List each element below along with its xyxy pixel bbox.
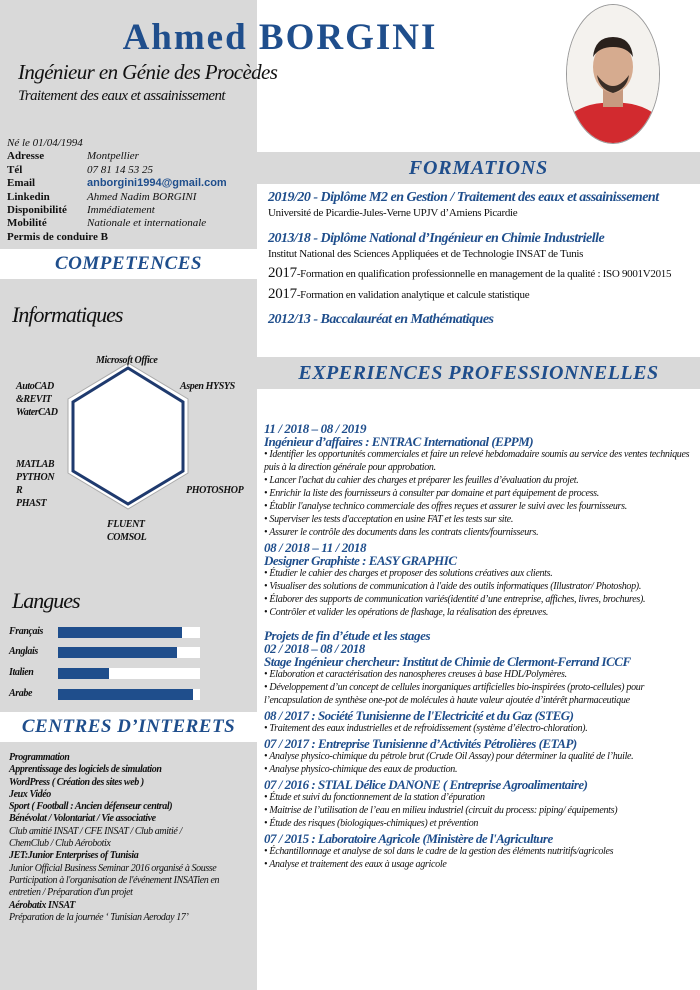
experience-task: • Développement d’un concept de cellules inorganiques artificielles bio-inspirées (proto-cellules) pour l’encapsulation de synthèse one-pot de molécules à haute valeur ajoutée d’intérêt pharmaceutique [264,682,645,706]
experiences-band [257,357,700,389]
formation-validation: 2017-Formation en validation analytique et calcule statistique [268,286,530,302]
experience-role: Ingénieur d’affaires : ENTRAC International (EPPM) [264,434,534,449]
experience-task: • Enrichir la liste des fournisseurs à consulter par domaine et part équipement de process. [264,488,599,499]
interest-line: Junior Official Business Seminar 2016 organisé à Sousse [9,862,217,874]
experience-task: • Assurer le contrôle des documents dans les contrats clients/fournisseurs. [264,527,539,538]
interest-line: Jeux Vidéo [9,788,51,800]
interest-line: Sport ( Football : Ancien défenseur central) [9,801,173,813]
radar-label-hysys: Aspen HYSYS [180,381,235,392]
experience-role: 07 / 2017 : Entreprise Tunisienne d’Activités Pétrolières (ETAP) [264,736,577,751]
language-bar-fill [58,627,182,638]
radar-outer-hexagon [68,363,188,509]
experience-task: • Elaboration et caractérisation des nanospheres creuses à base HDL/Polymères. [264,669,567,680]
experience-period: Projets de fin d’étude et les stages [264,628,431,643]
experience-task: • Lancer l'achat du cahier des charges et préparer les feuilles d’évaluation du projet. [264,475,579,486]
radar-label-office: Microsoft Office [96,355,158,366]
language-bar-track [58,668,200,679]
driving-licence: Permis de conduire B [7,230,108,243]
experience-task: • Étude des risques (biologiques-chimiques) et prévention [264,818,479,829]
candidate-name: Ahmed BORGINI [122,17,438,58]
language-bar-fill [58,689,193,700]
interest-line: Préparation de la journée ‘ Tunisian Aeroday 17’ [9,911,189,923]
info-row-email: Email anborgini1994@gmail.com [7,177,227,190]
experience-role: 08 / 2017 : Société Tunisienne de l'Electricité et du Gaz (STEG) [264,708,574,723]
experience-task: • Étudier le cahier des charges et proposer des solutions créatives aux clients. [264,568,553,579]
experience-task: • Traitement des eaux industrielles et de refroidissement (système d’électro-chloration). [264,723,588,734]
experience-task: • Analyse physico-chimique du pétrole brut (Crude Oil Assay) pour déterminer la qualité de l’huile. [264,751,634,762]
experience-role: 02 / 2018 – 08 / 2018 [264,641,365,656]
formation-m2: 2019/20 - Diplôme M2 en Gestion / Traitement des eaux et assainissement [268,190,659,205]
interets-title: CENTRES D’INTERETS [21,716,236,737]
interest-line: JET:Junior Enterprises of Tunisia [9,850,139,862]
experience-task: • Maitrise de l’utilisation de l’eau en milieu industriel (circuit du process: piping/ équipements) [264,805,618,816]
info-row-linkedin: Linkedin Ahmed Nadim BORGINI [7,190,197,203]
interest-line: entretien / Préparation d'un projet [9,887,133,899]
interest-line: Aérobatix INSAT [9,899,75,911]
experiences-list [264,422,694,871]
language-bar-track [58,627,200,638]
formation-engineer-school: Institut National des Sciences Appliquées et de Technologie INSAT de Tunis [268,248,584,260]
interest-line: Apprentissage des logiciels de simulation [9,764,162,776]
experience-task: • Visualiser des solutions de communication à l'aide des outils informatiques (Illustrator/ Photoshop). [264,581,642,592]
formation-bac: 2012/13 - Baccalauréat en Mathématiques [268,312,494,327]
experience-task: • Analyse et traitement des eaux à usage agricole [264,859,447,870]
info-row-availability: Disponibilité Immédiatement [7,204,155,217]
experience-role: 07 / 2016 : STIAL Délice DANONE ( Entreprise Agroalimentaire) [264,777,588,792]
langues-heading: Langues [12,588,80,613]
birth-date: Né le 01/04/1994 [7,137,83,149]
radar-label-matlab: MATLAB PYTHON R PHAST [16,459,55,509]
language-label: Français [9,626,44,637]
experience-task: • Superviser les tests d'acceptation en usine FAT et les tests sur site. [264,514,514,525]
language-bar-track [58,647,200,658]
formations-title: FORMATIONS [408,157,549,179]
experiences-title: EXPERIENCES PROFESSIONNELLES [298,362,659,384]
language-label: Anglais [9,646,38,657]
formations-list [268,190,696,328]
language-label: Italien [9,667,34,678]
interets-band [0,712,257,742]
radar-label-photoshop: PHOTOSHOP [186,485,244,496]
email-link[interactable]: anborgini1994@gmail.com [87,177,227,190]
info-row-phone: Tél 07 81 14 53 25 [7,163,153,176]
interests-list [9,752,253,924]
interest-line: Programmation [9,752,70,763]
experience-task: • Établir l'analyse technico commerciale des offres reçues et assurer le suivi avec les fournisseurs. [264,501,627,512]
formation-engineer: 2013/18 - Diplôme National d’Ingénieur en Chimie Industrielle [268,231,605,246]
language-label: Arabe [9,688,33,699]
personal-info [7,137,252,244]
experience-task: • Échantillonnage et analyse de sol dans le cadre de la gestion des éléments nutritifs/agricoles [264,846,614,857]
interest-line: ChemClub / Club Aérobotix [9,838,111,850]
experience-task: • Contrôler et valider les opérations de flashage, la réalisation des épreuves. [264,607,549,618]
interest-line: Club amitié INSAT / CFE INSAT / Club amitié / [9,825,182,837]
experience-task: • Étude et suivi du fonctionnement de la station d’épuration [264,792,485,803]
informatiques-heading: Informatiques [12,302,123,327]
interest-line: WordPress ( Création des sites web ) [9,776,144,788]
info-row-mobility: Mobilité Nationale et internationale [7,217,207,230]
competences-band [0,249,257,279]
experience-period: 11 / 2018 – 08 / 2019 [264,421,367,436]
interest-line: Participation à l'organisation de l'événement INSATien en [9,874,220,886]
profile-photo [566,4,660,144]
experience-task: • Identifier les opportunités commerciales et faire un relevé hebdomadaire soumis au service des ventes techniques puis à la direction générale pour approbation. [264,449,690,473]
info-row-address: Adresse Montpellier [7,150,139,163]
experience-role: Designer Graphiste : EASY GRAPHIC [264,553,457,568]
formations-band [257,152,700,184]
experience-task: • Élaborer des supports de communication variés(identité d’une entreprise, affiches, livres, brochures). [264,594,646,605]
language-bar-fill [58,647,177,658]
experience-task: • Analyse physico-chimique des eaux de production. [264,764,458,775]
skills-radar-chart [0,345,257,545]
formation-m2-school: Université de Picardie-Jules-Verne UPJV d’Amiens Picardie [268,207,518,219]
radar-label-autocad: AutoCAD &REVIT WaterCAD [16,381,58,418]
competences-title: COMPETENCES [55,253,202,274]
job-title: Ingénieur en Génie des Procèdes [18,60,278,84]
experience-role: 07 / 2015 : Laboratoire Agricole (Ministère de l'Agriculture [264,831,553,846]
language-bar-fill [58,668,109,679]
specialty: Traitement des eaux et assainissement [18,88,225,104]
experience-role: Stage Ingénieur chercheur: Institut de Chimie de Clermont-Ferrand ICCF [264,654,631,669]
language-bar-track [58,689,200,700]
radar-label-fluent: FLUENT COMSOL [107,519,147,543]
interest-line: Bénévolat / Volontariat / Vie associative [9,813,156,825]
formation-iso: 2017-Formation en qualification professionnelle en management de la qualité : ISO 9001V2015 [268,265,672,281]
experience-period: 08 / 2018 – 11 / 2018 [264,540,367,555]
